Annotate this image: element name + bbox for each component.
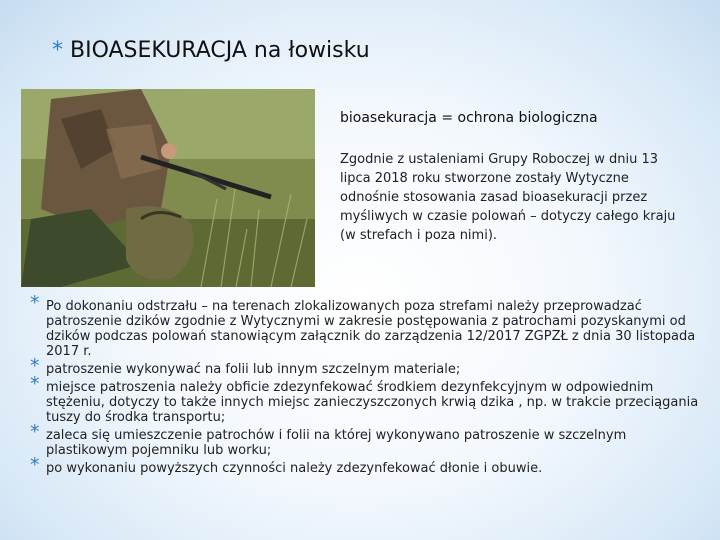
bullet-text: zaleca się umieszczenie patrochów i folii na której wykonywano patroszenie w szczelnym plastikowym pojemniku lub worku;: [46, 428, 627, 458]
bullet-marker: *: [30, 373, 40, 395]
bullet-marker: *: [30, 421, 40, 443]
title-text: BIOASEKURACJA na łowisku: [70, 38, 370, 63]
bullet-marker: *: [30, 454, 40, 476]
bullet-item: [30, 292, 706, 359]
hunter-photo: [21, 89, 315, 287]
intro-paragraph: Zgodnie z ustaleniami Grupy Roboczej w dniu 13 lipca 2018 roku stworzone zostały Wytyczne odnośnie stosowania zasad bioasekuracji przez myśliwych w czasie polowań – dotyczy całego kraju (w strefach i poza nimi).: [340, 152, 676, 243]
bullet-text: Po dokonaniu odstrzału – na terenach zlokalizowanych poza strefami należy przeprowadzać patroszenie dzików zgodnie z Wytycznymi w zakresie postępowania z patrochami pozyskanymi od dzików podczas polowań stanowiącym załącznik do zarządzenia 12/2017 ZGPZŁ z dnia 30 listopada 2017 r.: [46, 299, 696, 359]
slide-title: [52, 38, 370, 63]
bullet-item: [30, 373, 706, 425]
bullet-item: [30, 355, 706, 377]
title-bullet: *: [52, 38, 63, 63]
bullet-text: po wykonaniu powyższych czynności należy zdezynfekować dłonie i obuwie.: [46, 461, 543, 476]
bullet-marker: *: [30, 355, 40, 377]
bullet-item: [30, 454, 706, 476]
subtitle: bioasekuracja = ochrona biologiczna: [340, 110, 598, 126]
bullet-marker: *: [30, 292, 40, 314]
bullet-item: [30, 421, 706, 458]
bullet-list: [30, 292, 706, 479]
bullet-text: miejsce patroszenia należy obficie zdezynfekować środkiem dezynfekcyjnym w odpowiednim stężeniu, dotyczy to także innych miejsc zanieczyszczonych krwią dzika , np. w trakcie przeciągania tuszy do środka transportu;: [46, 380, 699, 425]
bullet-text: patroszenie wykonywać na folii lub innym szczelnym materiale;: [46, 362, 461, 377]
